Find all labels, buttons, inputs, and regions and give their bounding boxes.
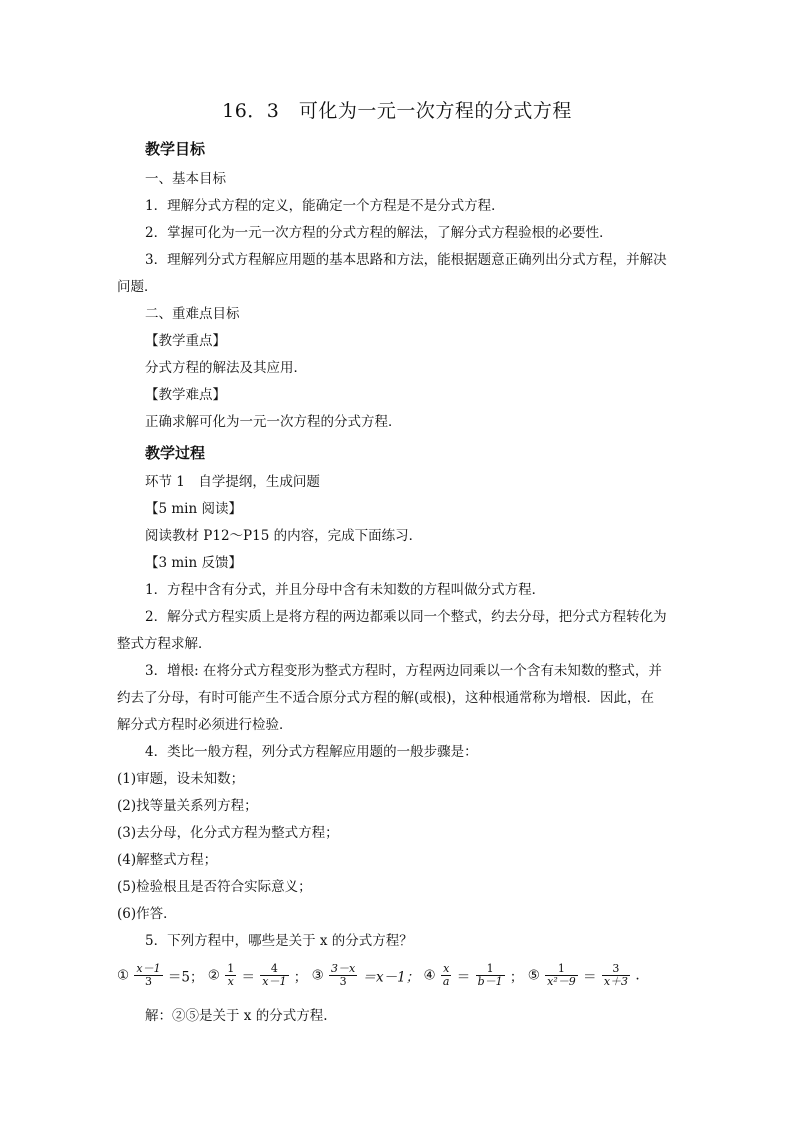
feedback-3-cont-1: 约去了分母，有时可能产生不适合原分式方程的解(或根)，这种根通常称为增根．因此，在 (117, 690, 655, 706)
feedback-3-cont-2: 解分式方程时必须进行检验． (117, 717, 293, 733)
goal-item-3: 3．理解列分式方程解应用题的基本思路和方法，能根据题意正确列出分式方程，并解决 (145, 252, 667, 268)
fraction: $\frac{1}{\text{x²－9}}$ (547, 962, 576, 988)
page-title: 16．3 可化为一元一次方程的分式方程 (222, 100, 572, 122)
equation-list: ① $\frac{x-1}{3}$ ＝5； ② $\frac{1}{x}$ ＝ $\frac{4}{x-1}$ ； ③ $\frac{3-x}{3}$ ＝x－1； ④ $\frac{x}{a}$ ＝ $\frac{1}{b-1}$ ； ⑤ $\frac{1}{\text{x²－9}}$ ＝ $\frac{3}{x+3}$ . (117, 962, 640, 988)
read-label: 【5 min 阅读】 (145, 501, 242, 517)
answer: 解：②⑤是关于 x 的分式方程. (145, 1008, 328, 1024)
key-text: 分式方程的解法及其应用． (145, 360, 307, 376)
feedback-4: 4．类比一般方程，列分式方程解应用题的一般步骤是： (145, 744, 478, 760)
difficulty-label: 【教学难点】 (145, 387, 226, 403)
goal-basic: 一、基本目标 (145, 171, 226, 187)
eq-marker-3: ③ (311, 967, 324, 984)
feedback-3: 3．增根: 在将分式方程变形为整式方程时，方程两边同乘以一个含有未知数的整式，并 (145, 663, 662, 679)
goal-key: 二、重难点目标 (145, 306, 240, 322)
key-label: 【教学重点】 (145, 333, 226, 349)
difficulty-text: 正确求解可化为一元一次方程的分式方程． (145, 414, 402, 430)
feedback-2: 2．解分式方程实质上是将方程的两边都乘以同一个整式，约去分母，把分式方程转化为 (145, 609, 667, 625)
step-1: 环节 1 自学提纲，生成问题 (145, 474, 320, 490)
step-item: (6)作答． (117, 906, 177, 922)
section-heading-process: 教学过程 (145, 444, 206, 462)
fraction: $\frac{3-x}{3}$ (331, 962, 356, 988)
fraction: $\frac{4}{x-1}$ (262, 962, 287, 988)
fraction: $\frac{1}{b-1}$ (477, 962, 503, 988)
question-5: 5．下列方程中，哪些是关于 x 的分式方程？ (145, 933, 413, 949)
goal-item-3-cont: 问题． (117, 279, 158, 295)
step-item: (1)审题，设未知数； (117, 771, 245, 787)
step-item: (5)检验根且是否符合实际意义； (117, 879, 312, 895)
eq-marker-5: ⑤ (527, 967, 540, 984)
goal-item-2: 2．掌握可化为一元一次方程的分式方程的解法，了解分式方程验根的必要性． (145, 225, 613, 241)
feedback-2-cont: 整式方程求解． (117, 636, 212, 652)
eq-marker-1: ① (117, 967, 130, 984)
fraction: $\frac{x-1}{3}$ (136, 962, 161, 988)
feedback-1: 1．方程中含有分式，并且分母中含有未知数的方程叫做分式方程． (145, 582, 546, 598)
step-item: (2)找等量关系列方程； (117, 798, 258, 814)
step-item: (4)解整式方程； (117, 852, 218, 868)
section-heading-goals: 教学目标 (145, 140, 206, 158)
feedback-label: 【3 min 反馈】 (145, 555, 242, 571)
fraction: $\frac{1}{x}$ (227, 962, 235, 988)
fraction: $\frac{x}{a}$ (442, 962, 450, 988)
read-text: 阅读教材 P12～P15 的内容，完成下面练习． (145, 528, 423, 544)
goal-item-1: 1．理解分式方程的定义，能确定一个方程是不是分式方程． (145, 198, 505, 214)
eq-marker-2: ② (207, 967, 220, 984)
step-item: (3)去分母，化分式方程为整式方程； (117, 825, 339, 841)
fraction: $\frac{3}{x+3}$ (603, 962, 629, 988)
eq-marker-4: ④ (423, 967, 436, 984)
